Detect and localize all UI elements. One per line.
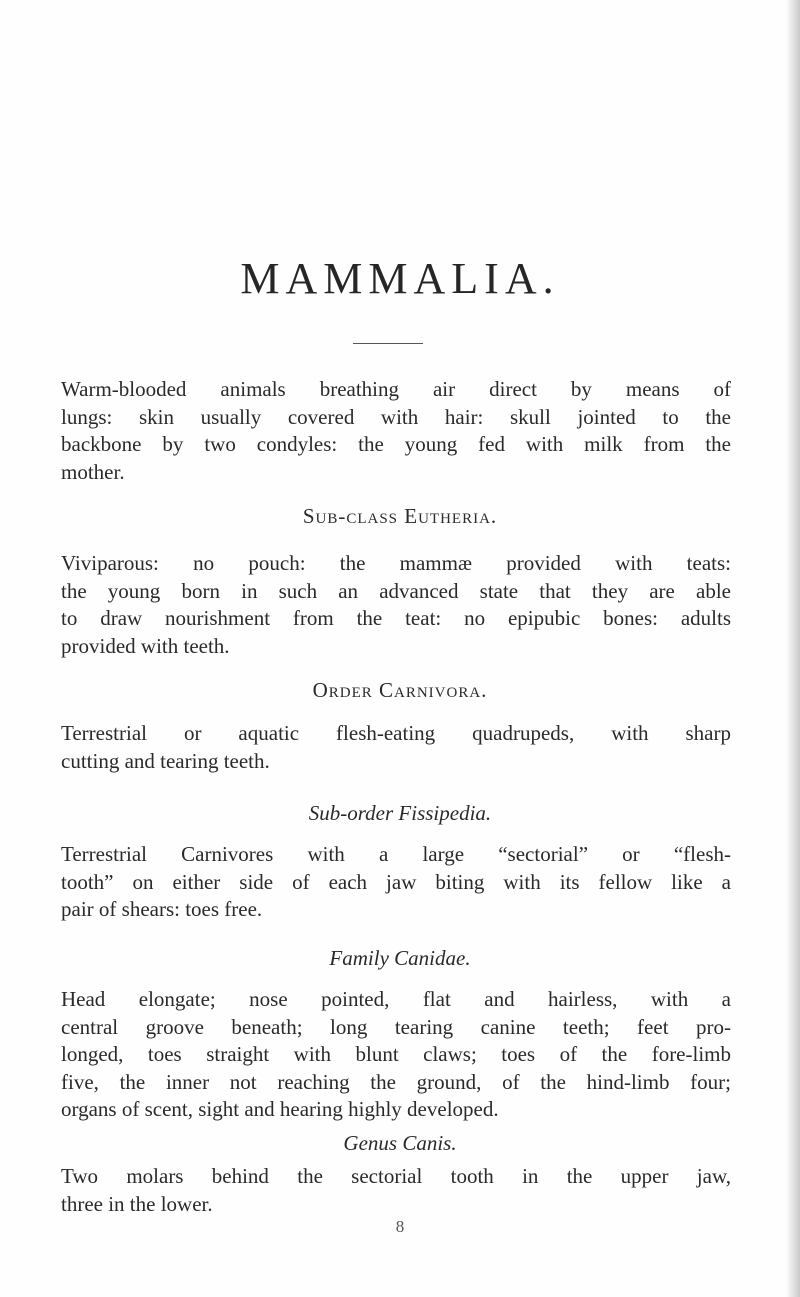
text-line: mother. — [61, 459, 125, 484]
text-line: tooth” on either side of each jaw biting with its fellow like a — [61, 869, 731, 894]
text-line: longed, toes straight with blunt claws; toes of the fore-limb — [61, 1042, 731, 1066]
title-rule — [353, 343, 423, 344]
text-line: central groove beneath; long tearing canine teeth; feet pro- — [61, 1014, 731, 1039]
text-line: five, the inner not reaching the ground, of the hind-limb four; — [61, 1069, 731, 1094]
page-edge-shadow — [786, 0, 800, 1297]
text-line: backbone by two condyles: the young fed with milk from the — [61, 432, 731, 456]
genus-heading: Genus Canis. — [343, 1131, 457, 1155]
text-line: pair of shears: toes free. — [61, 897, 263, 921]
page-number: 8 — [395, 1217, 405, 1236]
subclass-paragraph — [61, 550, 731, 660]
text-line: Terrestrial Carnivores with a large “sectorial” or “flesh- — [61, 842, 731, 866]
subclass-heading: Sub-class Eutheria. — [302, 504, 498, 528]
page-title: MAMMALIA. — [240, 254, 560, 303]
suborder-heading: Sub-order Fissipedia. — [308, 801, 492, 825]
suborder-paragraph — [61, 841, 731, 924]
text-line: Head elongate; nose pointed, flat and hairless, with a — [61, 987, 731, 1011]
text-line: provided with teeth. — [61, 633, 230, 658]
text-line: three in the lower. — [61, 1191, 213, 1216]
intro-paragraph — [61, 376, 731, 486]
family-heading: Family Canidae. — [329, 946, 471, 970]
order-heading: Order Carnivora. — [312, 678, 488, 702]
text-line: Warm-blooded animals breathing air direct by means of — [61, 377, 731, 401]
text-line: Viviparous: no pouch: the mammæ provided with teats: — [61, 551, 731, 575]
order-paragraph — [61, 720, 731, 775]
text-line: the young born in such an advanced state that they are able — [61, 578, 731, 603]
text-line: cutting and tearing teeth. — [61, 748, 270, 773]
family-paragraph — [61, 986, 731, 1124]
text-line: Two molars behind the sectorial tooth in the upper jaw, — [61, 1164, 731, 1188]
text-line: lungs: skin usually covered with hair: skull jointed to the — [61, 404, 731, 429]
text-line: Terrestrial or aquatic flesh-eating quadrupeds, with sharp — [61, 721, 731, 745]
text-line: to draw nourishment from the teat: no epipubic bones: adults — [61, 606, 731, 630]
text-line: organs of scent, sight and hearing highly developed. — [61, 1097, 499, 1121]
genus-paragraph — [61, 1163, 731, 1218]
